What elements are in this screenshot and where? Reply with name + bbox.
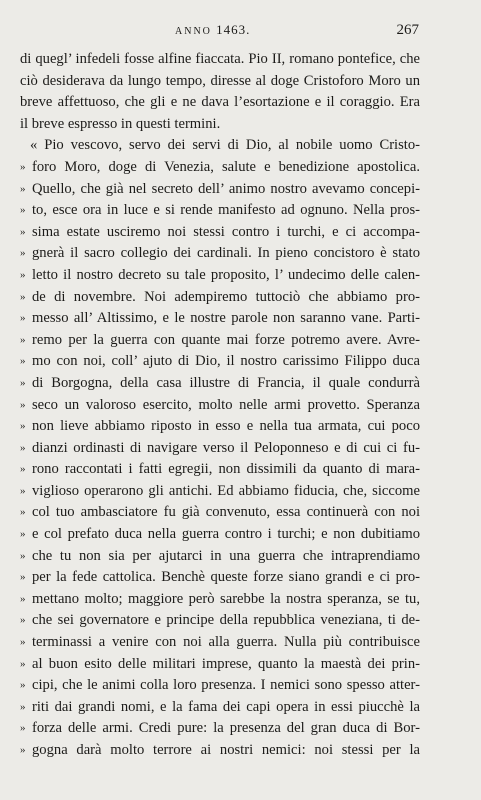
- quote-mark: »: [20, 657, 26, 670]
- quote-mark: »: [20, 182, 26, 195]
- quote-mark: »: [20, 355, 26, 368]
- page-header: [0, 22, 481, 42]
- running-head-year: 1463.: [216, 22, 251, 37]
- quoted-line: [20, 718, 420, 740]
- quote-mark: »: [20, 744, 26, 756]
- quoted-line: [20, 157, 420, 179]
- quoted-line: [20, 200, 420, 222]
- text-line: rono raccontati i fatti egregii, non dissimili da quanto di mara-: [32, 461, 420, 478]
- quoted-line: [20, 308, 420, 330]
- text-line: ciò desiderava da lungo tempo, diresse al doge Cristoforo Moro un: [20, 72, 420, 89]
- text-line: il breve espresso in questi termini.: [20, 115, 221, 132]
- text-line: remo per la guerra con quante mai forze potremo avere. Avre-: [32, 331, 420, 348]
- page-number: 267: [396, 22, 419, 38]
- text-line: gnerà il sacro collegio dei cardinali. In pieno concistoro è stato: [32, 245, 420, 262]
- quote-mark: »: [20, 312, 26, 325]
- quoted-line: [20, 567, 420, 589]
- text-line: « Pio vescovo, servo dei servi di Dio, al nobile uomo Cristo-: [30, 137, 420, 154]
- text-line: per la fede cattolica. Benchè queste forze siano grandi e ci pro-: [32, 569, 420, 586]
- text-line: Quello, che già nel secreto dell’ animo nostro avevamo concepi-: [32, 180, 420, 197]
- text-line: mo con noi, coll’ ajuto di Dio, il nostro carissimo Filippo duca: [32, 353, 420, 370]
- text-line: che sei governatore e principe della repubblica veneziana, ti de-: [32, 612, 420, 629]
- text-line: di Borgogna, della casa illustre di Francia, il quale condurrà: [32, 374, 420, 391]
- quote-mark: »: [20, 398, 26, 411]
- text-line: non lieve abbiamo riposto in esso e nella tua armata, cui poco: [32, 418, 420, 435]
- quoted-line: [20, 502, 420, 524]
- quote-mark: »: [20, 160, 26, 173]
- quoted-line: [20, 632, 420, 654]
- text-line: breve affettuoso, che gli e ne dava l’esortazione e il coraggio. Era: [20, 94, 420, 111]
- quoted-line: [20, 481, 420, 503]
- quoted-line: [20, 179, 420, 201]
- text-line: forza delle armi. Credi pure: la presenza del gran duca di Bor-: [32, 720, 420, 737]
- quoted-line: [20, 243, 420, 265]
- quote-mark: »: [20, 463, 26, 476]
- quoted-line: [20, 459, 420, 481]
- text-line: di quegl’ infedeli fosse alfine fiaccata. Pio II, romano pontefice, che: [20, 51, 420, 67]
- text-line: mettano molto; maggiore però sarebbe la nostra speranza, se tu,: [32, 590, 420, 607]
- running-head: [175, 22, 250, 38]
- quoted-line: [20, 675, 420, 697]
- quote-mark: »: [20, 549, 26, 562]
- quoted-line: [20, 524, 420, 546]
- quoted-line: [20, 654, 420, 676]
- quote-mark: »: [20, 614, 26, 627]
- text-line: letto il nostro decreto su tale proposito, l’ undecimo delle calen-: [32, 266, 420, 283]
- quoted-line: [20, 416, 420, 438]
- quoted-line: [20, 740, 420, 762]
- quote-mark: »: [20, 592, 26, 605]
- text-line: seco un valoroso esercito, molto nelle armi provetto. Speranza: [32, 396, 420, 413]
- quote-mark: »: [20, 247, 26, 260]
- quote-mark: »: [20, 376, 26, 389]
- quoted-line: [20, 330, 420, 352]
- text-line: messo all’ Altissimo, e le nostre parole non saranno vane. Parti-: [32, 310, 420, 327]
- text-line: cipi, che le animi colla loro presenza. I nemici sono spesso atter-: [32, 677, 420, 694]
- quoted-line: [20, 373, 420, 395]
- quoted-line: [20, 265, 420, 287]
- text-line: che tu non sia per ajutarci in una guerra che intraprendiamo: [32, 547, 420, 564]
- text-line: to, esce ora in luce e si rende manifesto ad ognuno. Nella pros-: [32, 202, 420, 219]
- quoted-line: [20, 222, 420, 244]
- text-line: col tuo ambasciatore fu già convenuto, essa continuerà con noi: [32, 504, 420, 521]
- body-text: [20, 49, 420, 762]
- text-line: al buon esito delle militari imprese, quanto la maestà dei prin-: [32, 655, 420, 672]
- quote-mark: »: [20, 420, 26, 433]
- quoted-line: [20, 351, 420, 373]
- text-line: viglioso operarono gli antichi. Ed abbiamo fiducia, che, siccome: [32, 482, 420, 499]
- quoted-line: [20, 589, 420, 611]
- quote-mark: »: [20, 528, 26, 541]
- text-line: foro Moro, doge di Venezia, salute e benedizione apostolica.: [32, 158, 420, 175]
- quoted-line: [20, 395, 420, 417]
- quote-mark: »: [20, 722, 26, 735]
- quoted-line: [20, 287, 420, 309]
- quote-mark: »: [20, 204, 26, 217]
- quote-mark: »: [20, 268, 26, 281]
- running-head-word: ANNO: [175, 26, 212, 37]
- text-line: sima estate usciremo noi stessi contro i turchi, e ci accompa-: [32, 223, 420, 240]
- quote-mark: »: [20, 290, 26, 303]
- text-line: e col prefato duca nella guerra contro i turchi; e non dubitiamo: [32, 526, 420, 543]
- quoted-line: [20, 697, 420, 719]
- text-line: terminassi a venire con noi alla guerra. Nulla più contribuisce: [32, 634, 420, 651]
- quoted-line: [20, 438, 420, 460]
- text-line: riti dai grandi nomi, e la fama dei capi opera in essi piucchè la: [32, 698, 420, 715]
- quote-mark: »: [20, 484, 26, 497]
- text-line: dianzi ordinasti di navigare verso il Peloponneso e di cui ci fu-: [32, 439, 420, 456]
- quote-mark: »: [20, 571, 26, 584]
- quoted-line: [20, 546, 420, 568]
- quote-mark: »: [20, 679, 26, 692]
- text-line: de di novembre. Noi adempiremo tuttociò che abbiamo pro-: [32, 288, 420, 305]
- quoted-line: [20, 610, 420, 632]
- quote-mark: »: [20, 333, 26, 346]
- quote-mark: »: [20, 506, 26, 519]
- quote-mark: »: [20, 225, 26, 238]
- quote-mark: »: [20, 441, 26, 454]
- text-line: gogna darà molto terrore ai nostri nemici: noi stessi per la: [32, 742, 420, 758]
- quote-mark: »: [20, 636, 26, 649]
- quote-mark: »: [20, 700, 26, 713]
